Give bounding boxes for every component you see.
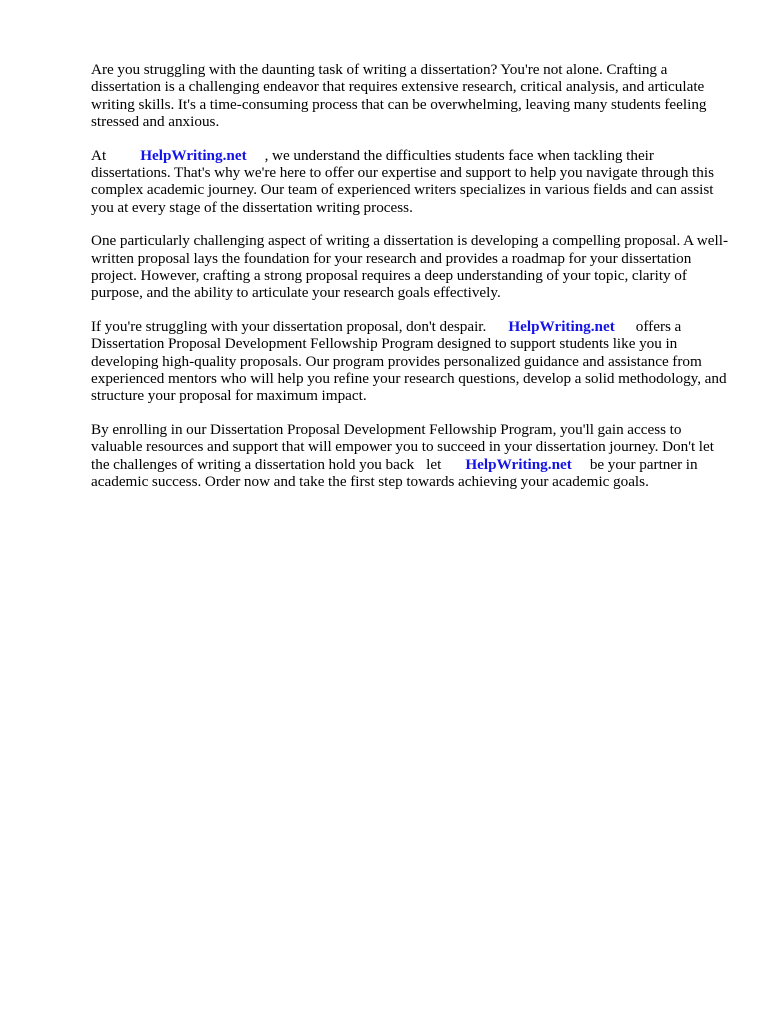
paragraph-fellowship-offer <box>91 318 731 404</box>
document-page <box>91 61 731 507</box>
paragraph-fellowship-body: offers a Dissertation Proposal Development Fellowship Program designed to support students like you in developing high-quality proposals. Our program provides personalized guidance and assistance from experienced mentors who will help you refine your research questions, develop a solid methodology, and structure your proposal for maximum impact. <box>91 318 727 405</box>
paragraph-closing-let: let <box>426 455 442 473</box>
paragraph-closing <box>91 421 731 490</box>
helpwriting-link[interactable]: HelpWriting.net <box>508 318 615 336</box>
helpwriting-link[interactable]: HelpWriting.net <box>140 146 247 164</box>
paragraph-about-lead: At <box>91 146 107 164</box>
paragraph-intro: Are you struggling with the daunting task of writing a dissertation? You're not alone. Crafting a dissertation is a challenging endeavor that requires extensive research, critical analysis, and articulate writing skills. It's a time-consuming process that can be overwhelming, leaving many students feeling stressed and anxious. <box>91 61 707 130</box>
paragraph-closing-body: be your partner in academic success. Order now and take the first step towards achieving your academic goals. <box>91 455 698 490</box>
helpwriting-link[interactable]: HelpWriting.net <box>465 455 572 473</box>
paragraph-closing-lead: By enrolling in our Dissertation Proposal Development Fellowship Program, you'll gain access to valuable resources and support that will empower you to succeed in your dissertation journey. Don't let the challenges of writing a dissertation hold you back <box>91 421 714 473</box>
paragraph-fellowship-lead: If you're struggling with your dissertation proposal, don't despair. <box>91 318 487 336</box>
paragraph-proposal-challenge: One particularly challenging aspect of writing a dissertation is developing a compelling proposal. A well-written proposal lays the foundation for your research and provides a roadmap for your dissertation project. However, crafting a strong proposal requires a deep understanding of your topic, clarity of purpose, and the ability to articulate your research goals effectively. <box>91 232 729 302</box>
paragraph-about-body: , we understand the difficulties students face when tackling their dissertations. That's why we're here to offer our expertise and support to help you navigate through this complex academic journey. Our team of experienced writers specializes in various fields and can assist you at every stage of the dissertation writing process. <box>91 146 714 216</box>
paragraph-about <box>91 147 731 216</box>
